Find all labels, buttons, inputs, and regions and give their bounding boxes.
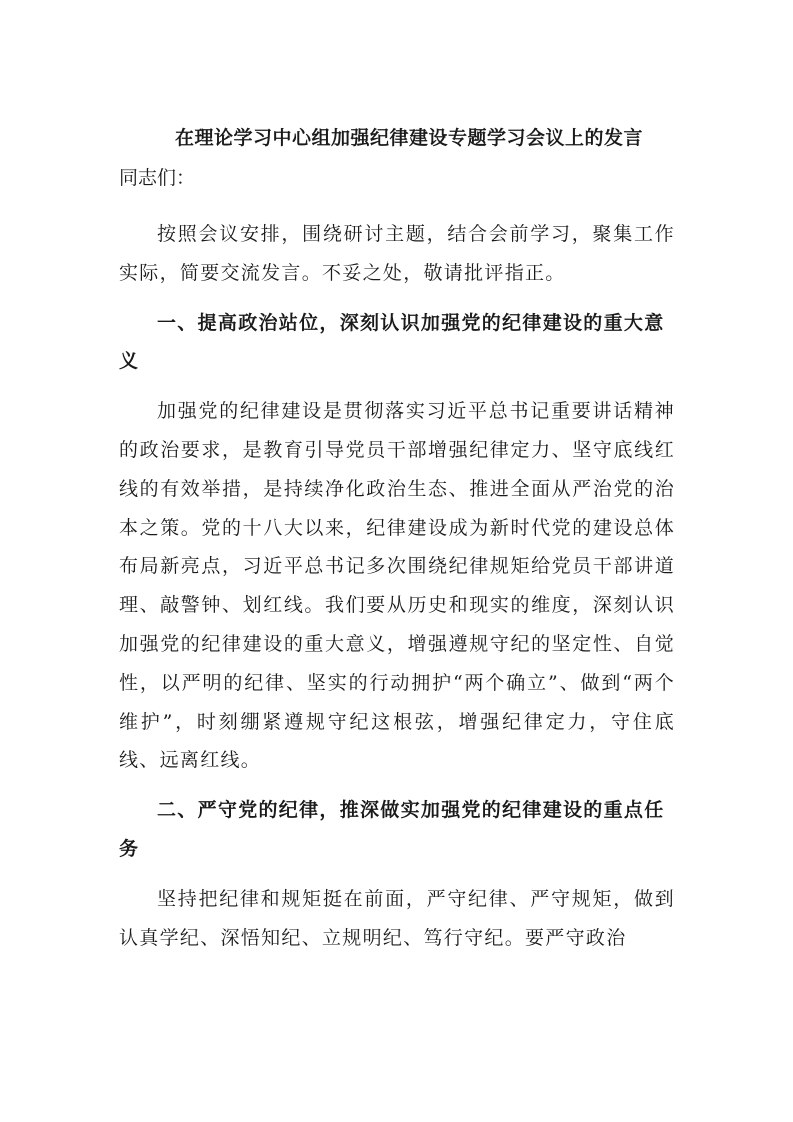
document-page — [119, 118, 675, 957]
spacer — [119, 381, 675, 392]
salutation: 同志们： — [119, 167, 196, 189]
spacer — [119, 293, 675, 304]
spacer — [119, 780, 675, 791]
section-body-2: 坚持把纪律和规矩挺在前面，严守纪律、严守规矩，做到认真学纪、深悟知纪、立规明纪、笃行守纪。要严守政治 — [119, 887, 675, 949]
spacer — [119, 198, 675, 215]
section-heading-1: 一、提高政治站位，深刻认识加强党的纪律建设的重大意义 — [119, 311, 665, 373]
document-title: 在理论学习中心组加强纪律建设专题学习会议上的发言 — [174, 127, 643, 149]
section-body-1: 加强党的纪律建设是贯彻落实习近平总书记重要讲话精神的政治要求，是教育引导党员干部增强纪律定力、坚守底线红线的有效举措，是持续净化政治生态、推进全面从严治党的治本之策。党的十八大以来，纪律建设成为新时代党的建设总体布局新亮点，习近平总书记多次围绕纪律规矩给党员干部讲道理、敲警钟、划红线。我们要从历史和现实的维度，深刻认识加强党的纪律建设的重大意义，增强遵规守纪的坚定性、自觉性，以严明的纪律、坚实的行动拥护“两个确立”、做到“两个维护”，时刻绷紧遵规守纪这根弦，增强纪律定力，守住底线、远离红线。 — [119, 400, 675, 772]
section-heading-2: 二、严守党的纪律，推深做实加强党的纪律建设的重点任务 — [119, 799, 665, 860]
intro-paragraph: 按照会议安排，围绕研讨主题，结合会前学习，聚集工作实际，简要交流发言。不妥之处，敬请批评指正。 — [119, 223, 675, 284]
spacer — [119, 869, 675, 880]
